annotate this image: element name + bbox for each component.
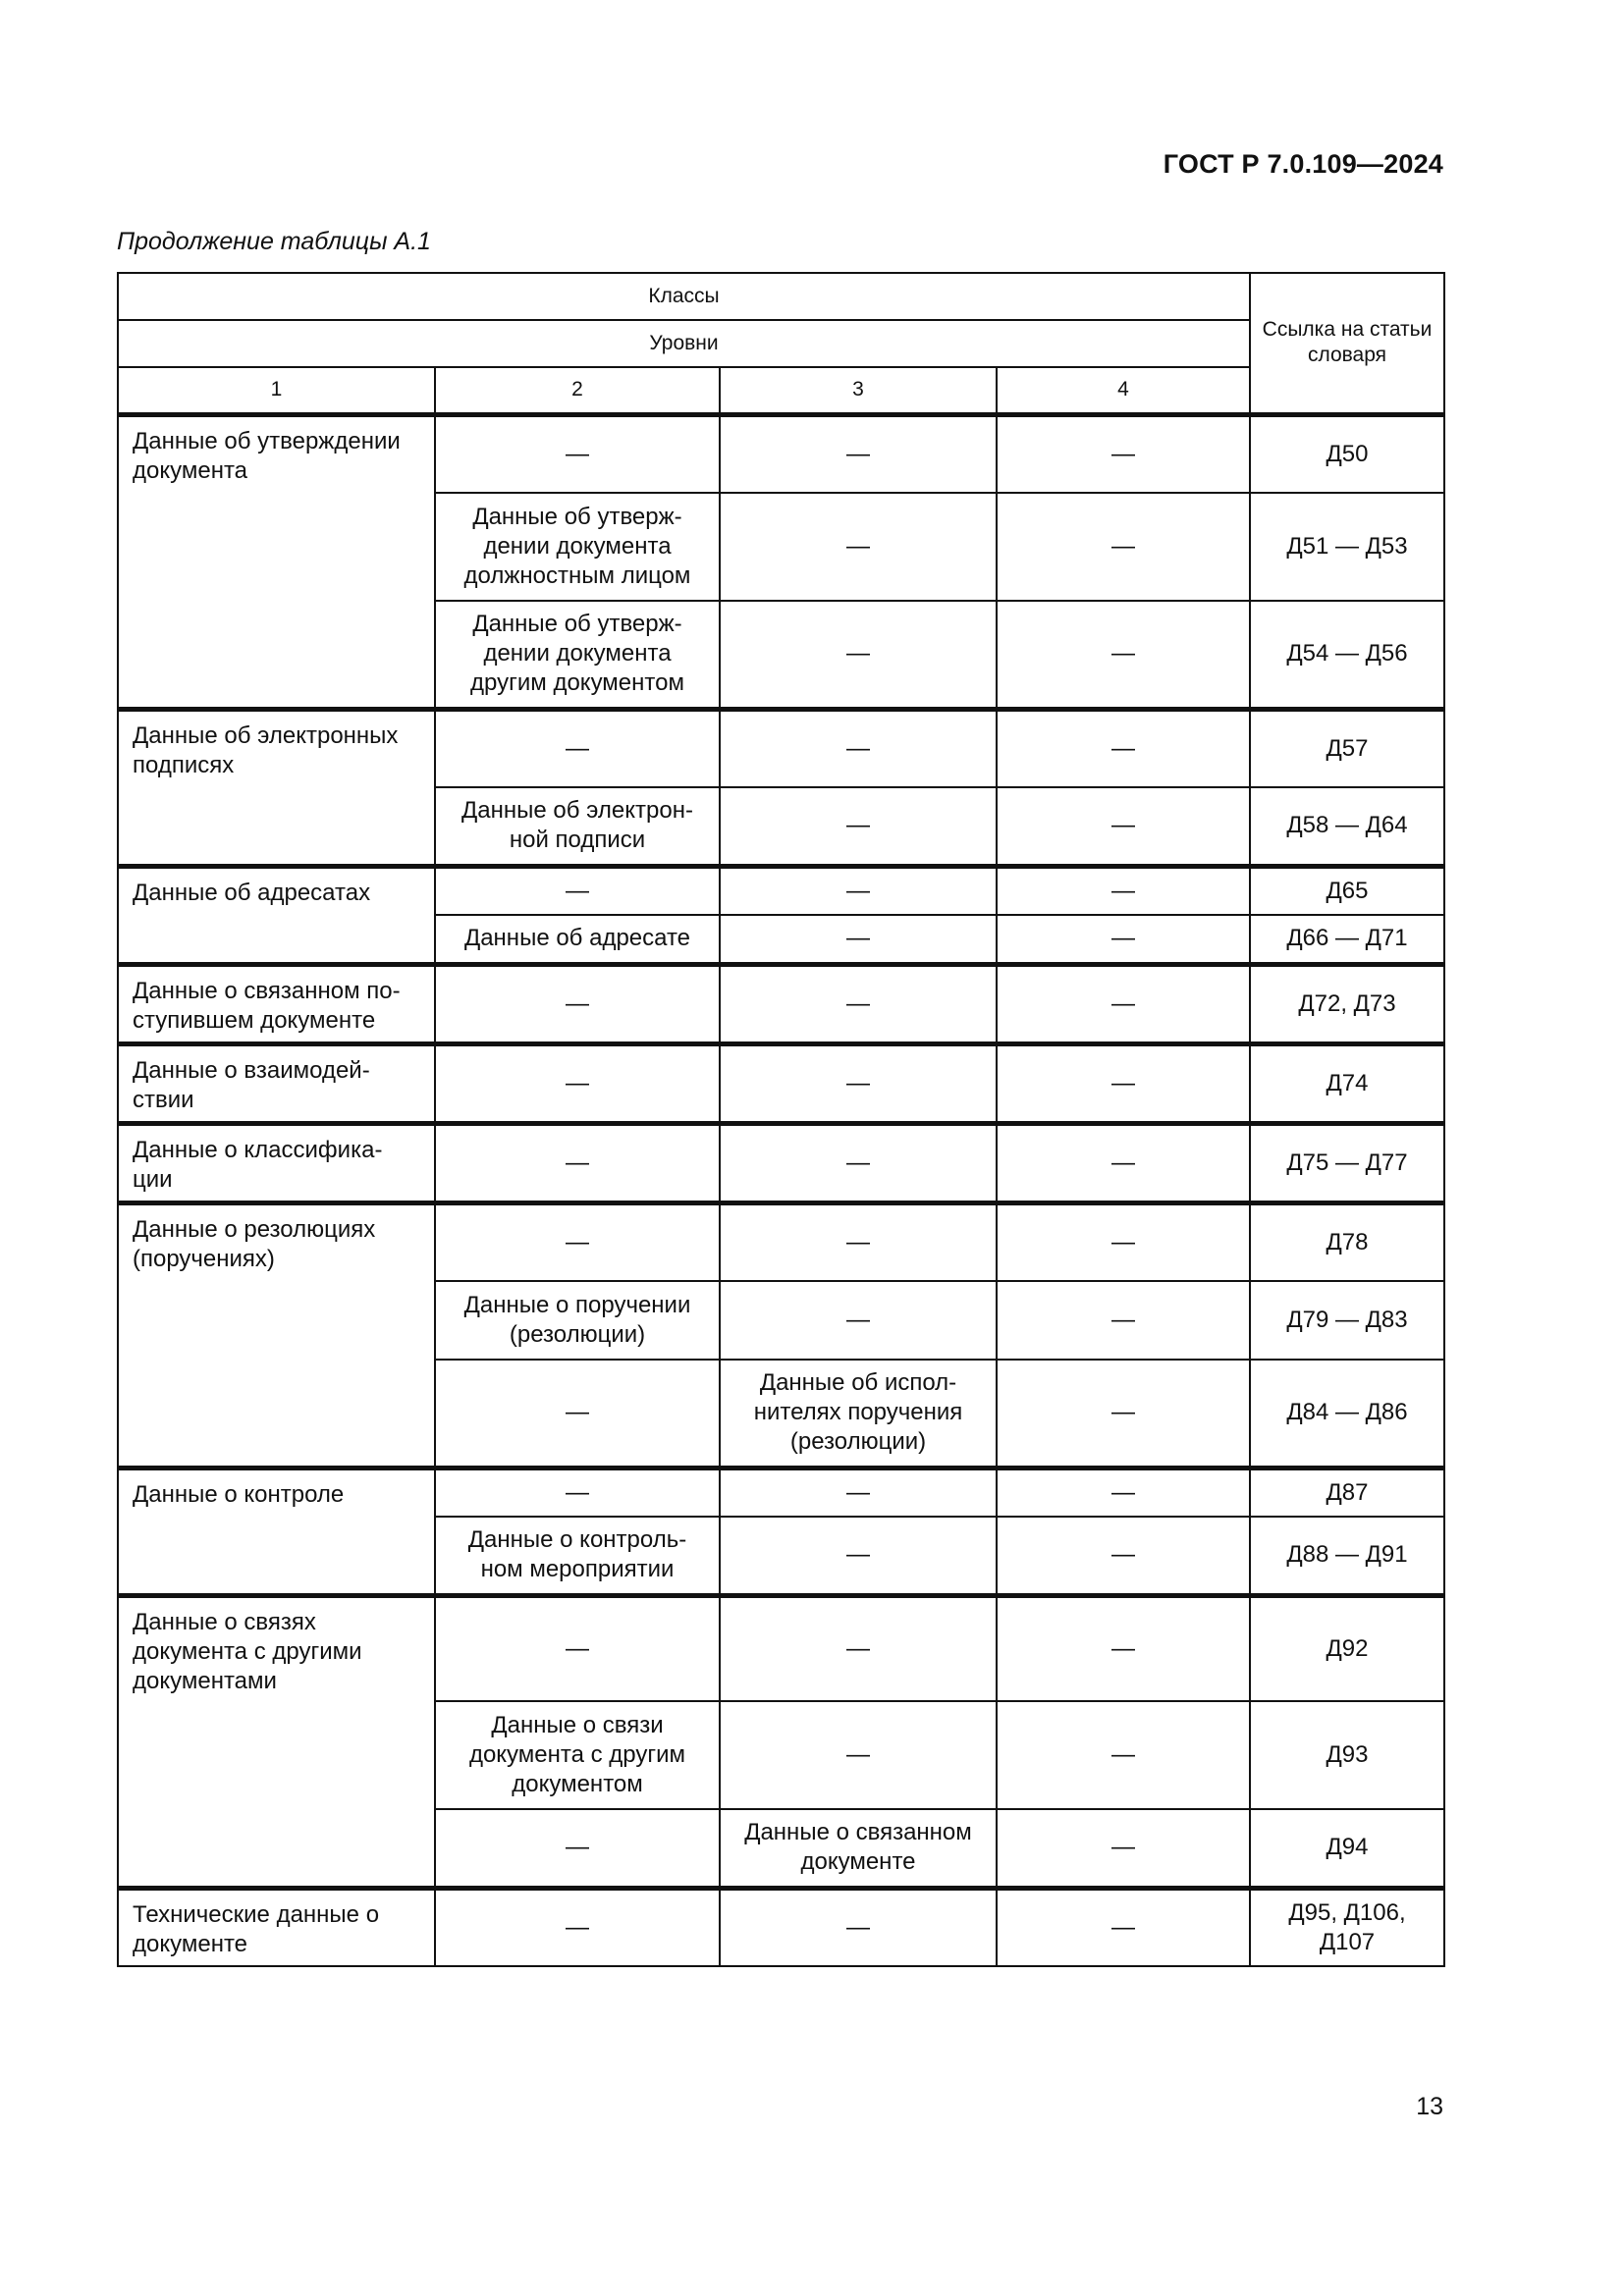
- header-levels: Уровни: [118, 320, 1250, 367]
- level-3-cell: —: [720, 1123, 997, 1202]
- level-3-cell: —: [720, 493, 997, 601]
- dictionary-ref-cell: Д72, Д73: [1250, 964, 1444, 1043]
- dictionary-ref-cell: Д66 — Д71: [1250, 915, 1444, 964]
- dictionary-ref-cell: Д79 — Д83: [1250, 1281, 1444, 1360]
- header-classes: Классы: [118, 273, 1250, 320]
- class-cell: Данные о связанном по-ступившем документе: [118, 964, 435, 1043]
- table-row: [118, 1202, 1444, 1281]
- level-3-cell: —: [720, 1888, 997, 1966]
- level-3-cell: Данные об испол-нителях поручения (резолюции): [720, 1360, 997, 1468]
- dictionary-ref-cell: Д57: [1250, 709, 1444, 787]
- level-2-cell: —: [435, 866, 720, 915]
- level-4-cell: —: [997, 1888, 1250, 1966]
- level-2-cell: —: [435, 1043, 720, 1123]
- dictionary-ref-cell: Д87: [1250, 1468, 1444, 1517]
- level-2-cell: —: [435, 709, 720, 787]
- level-4-cell: —: [997, 915, 1250, 964]
- level-4-cell: —: [997, 866, 1250, 915]
- level-4-cell: —: [997, 1202, 1250, 1281]
- level-3-cell: —: [720, 964, 997, 1043]
- table-row: [118, 1595, 1444, 1701]
- level-4-cell: —: [997, 1517, 1250, 1595]
- level-2-cell: Данные о связи документа с другим документом: [435, 1701, 720, 1809]
- level-2-cell: —: [435, 1595, 720, 1701]
- class-cell: Данные об утверждении документа: [118, 414, 435, 709]
- level-3-cell: —: [720, 414, 997, 493]
- level-4-cell: —: [997, 601, 1250, 709]
- table-row: [118, 1043, 1444, 1123]
- level-2-cell: Данные о поручении (резолюции): [435, 1281, 720, 1360]
- classification-table: [117, 272, 1445, 1967]
- level-3-cell: —: [720, 1043, 997, 1123]
- level-2-cell: —: [435, 1888, 720, 1966]
- dictionary-ref-cell: Д74: [1250, 1043, 1444, 1123]
- dictionary-ref-cell: Д78: [1250, 1202, 1444, 1281]
- dictionary-ref-cell: Д93: [1250, 1701, 1444, 1809]
- header-col-3: 3: [720, 367, 997, 414]
- class-cell: Данные о контроле: [118, 1468, 435, 1595]
- level-3-cell: —: [720, 1595, 997, 1701]
- level-4-cell: —: [997, 1595, 1250, 1701]
- level-4-cell: —: [997, 787, 1250, 866]
- table-row: [118, 1888, 1444, 1966]
- dictionary-ref-cell: Д65: [1250, 866, 1444, 915]
- table-row: [118, 964, 1444, 1043]
- level-3-cell: Данные о связанном документе: [720, 1809, 997, 1888]
- level-2-cell: —: [435, 964, 720, 1043]
- level-4-cell: —: [997, 1123, 1250, 1202]
- level-4-cell: —: [997, 1701, 1250, 1809]
- level-4-cell: —: [997, 1043, 1250, 1123]
- level-4-cell: —: [997, 1360, 1250, 1468]
- header-col-2: 2: [435, 367, 720, 414]
- dictionary-ref-cell: Д75 — Д77: [1250, 1123, 1444, 1202]
- level-3-cell: —: [720, 1517, 997, 1595]
- class-cell: Данные о связях документа с другими документами: [118, 1595, 435, 1888]
- level-4-cell: —: [997, 964, 1250, 1043]
- level-4-cell: —: [997, 709, 1250, 787]
- page-number: 13: [1416, 2093, 1443, 2120]
- dictionary-ref-cell: Д84 — Д86: [1250, 1360, 1444, 1468]
- dictionary-ref-cell: Д54 — Д56: [1250, 601, 1444, 709]
- table-row: [118, 1123, 1444, 1202]
- level-3-cell: —: [720, 1468, 997, 1517]
- level-3-cell: —: [720, 915, 997, 964]
- table-row: [118, 709, 1444, 787]
- level-3-cell: —: [720, 601, 997, 709]
- level-4-cell: —: [997, 493, 1250, 601]
- level-2-cell: Данные о контроль-ном мероприятии: [435, 1517, 720, 1595]
- dictionary-ref-cell: Д92: [1250, 1595, 1444, 1701]
- level-3-cell: —: [720, 1202, 997, 1281]
- level-2-cell: Данные об электрон-ной подписи: [435, 787, 720, 866]
- dictionary-ref-cell: Д58 — Д64: [1250, 787, 1444, 866]
- level-2-cell: Данные об утверж-дении документа должностным лицом: [435, 493, 720, 601]
- level-2-cell: Данные об адресате: [435, 915, 720, 964]
- table-row: [118, 414, 1444, 493]
- class-cell: Данные о резолюциях (поручениях): [118, 1202, 435, 1468]
- table-row: [118, 866, 1444, 915]
- dictionary-ref-cell: Д94: [1250, 1809, 1444, 1888]
- level-4-cell: —: [997, 1809, 1250, 1888]
- level-3-cell: —: [720, 866, 997, 915]
- level-2-cell: Данные об утверж-дении документа другим документом: [435, 601, 720, 709]
- level-2-cell: —: [435, 1202, 720, 1281]
- class-cell: Данные об электронных подписях: [118, 709, 435, 866]
- dictionary-ref-cell: Д88 — Д91: [1250, 1517, 1444, 1595]
- level-2-cell: —: [435, 1468, 720, 1517]
- class-cell: Данные об адресатах: [118, 866, 435, 964]
- dictionary-ref-cell: Д95, Д106, Д107: [1250, 1888, 1444, 1966]
- level-2-cell: —: [435, 1360, 720, 1468]
- level-4-cell: —: [997, 1468, 1250, 1517]
- level-2-cell: —: [435, 1809, 720, 1888]
- level-4-cell: —: [997, 1281, 1250, 1360]
- header-dictionary-ref: Ссылка на статьи словаря: [1250, 273, 1444, 414]
- document-standard-number: ГОСТ Р 7.0.109—2024: [1163, 149, 1443, 179]
- level-3-cell: —: [720, 709, 997, 787]
- level-3-cell: —: [720, 787, 997, 866]
- header-col-1: 1: [118, 367, 435, 414]
- level-3-cell: —: [720, 1281, 997, 1360]
- table-row: [118, 1468, 1444, 1517]
- level-2-cell: —: [435, 1123, 720, 1202]
- class-cell: Данные о классифика-ции: [118, 1123, 435, 1202]
- class-cell: Технические данные о документе: [118, 1888, 435, 1966]
- dictionary-ref-cell: Д50: [1250, 414, 1444, 493]
- table-caption: Продолжение таблицы А.1: [117, 228, 431, 255]
- class-cell: Данные о взаимодей-ствии: [118, 1043, 435, 1123]
- level-4-cell: —: [997, 414, 1250, 493]
- dictionary-ref-cell: Д51 — Д53: [1250, 493, 1444, 601]
- level-3-cell: —: [720, 1701, 997, 1809]
- header-col-4: 4: [997, 367, 1250, 414]
- level-2-cell: —: [435, 414, 720, 493]
